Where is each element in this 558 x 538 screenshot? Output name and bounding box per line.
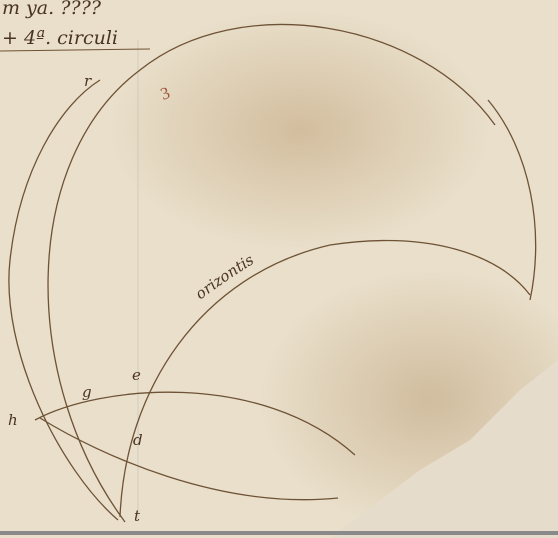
header-line-2: + 4ª. circuli (2, 27, 118, 49)
point-label-g: g (82, 383, 92, 401)
water-stain-upper (110, 10, 490, 250)
red-ink-mark: 3 (157, 82, 173, 104)
point-label-d: d (133, 431, 143, 449)
point-label-r: r (84, 72, 92, 90)
point-label-t: t (134, 507, 141, 525)
header-line-1: m ya. ???? (2, 0, 101, 19)
horizon-label: orizontis (191, 250, 257, 304)
point-label-h: h (8, 411, 18, 429)
point-label-e: e (132, 366, 141, 384)
